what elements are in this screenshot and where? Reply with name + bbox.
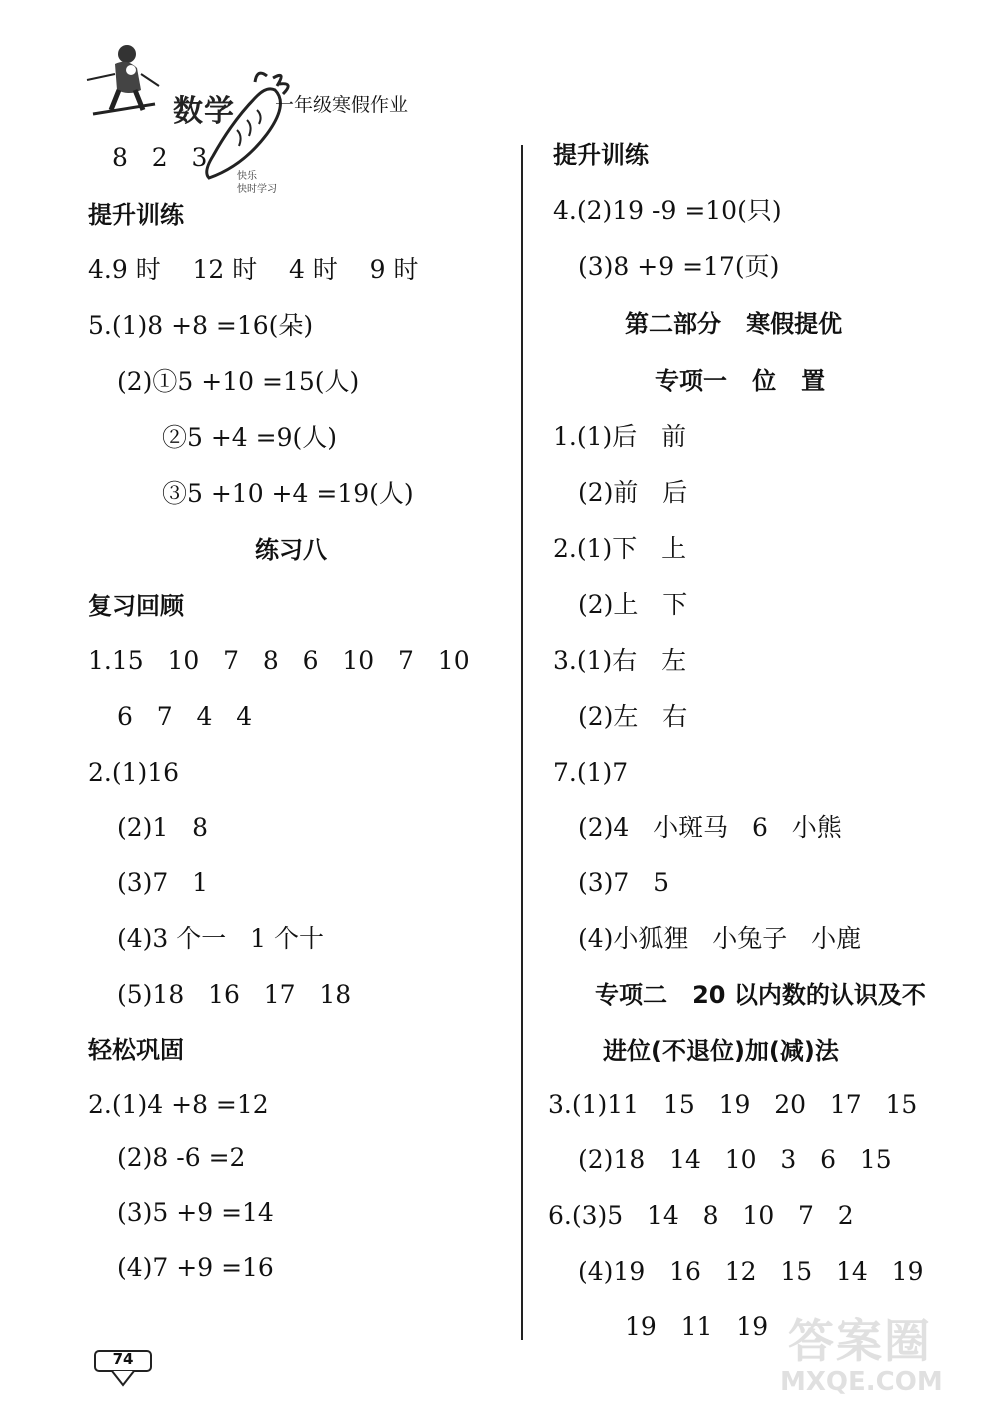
carrot-icon xyxy=(197,68,302,183)
topic-heading: 专项二 20 以内数的认识及不 xyxy=(595,981,926,1009)
answer-line: 4.(2)19 -9 =10(只) xyxy=(553,196,782,225)
answer-line: 3.(1)右 左 xyxy=(553,646,687,675)
answer-line: (2)18 14 10 3 6 15 xyxy=(578,1145,892,1174)
answer-line: (2)8 -6 =2 xyxy=(117,1143,246,1172)
answer-line: 1.(1)后 前 xyxy=(553,422,687,451)
answer-line: 19 11 19 xyxy=(625,1312,769,1341)
answer-line: (4)小狐狸 小兔子 小鹿 xyxy=(578,924,862,953)
answer-line: (2)上 下 xyxy=(578,590,688,619)
subject-title: 数学 xyxy=(173,94,235,129)
answer-line: (3)7 5 xyxy=(578,868,670,897)
answer-line: (2)4 小斑马 6 小熊 xyxy=(578,813,842,842)
answer-line: (2)1 8 xyxy=(117,813,209,842)
answer-line: 6 7 4 4 xyxy=(117,702,253,731)
exercise-heading: 练习八 xyxy=(255,536,327,564)
section-heading: 提升训练 xyxy=(88,201,184,229)
answer-line: ③5 +10 +4 =19(人) xyxy=(162,479,414,508)
answer-line: 2.(1)下 上 xyxy=(553,534,687,563)
watermark xyxy=(780,1305,995,1410)
answer-line: 7.(1)7 xyxy=(553,758,629,787)
answer-line: 6.(3)5 14 8 10 7 2 xyxy=(548,1201,854,1230)
watermark-url: MXQE.COM xyxy=(780,1367,943,1397)
part-heading: 第二部分 寒假提优 xyxy=(625,310,843,338)
answer-line: (2)前 后 xyxy=(578,478,688,507)
answer-line: 2.(1)4 +8 =12 xyxy=(88,1090,269,1119)
column-divider xyxy=(521,145,523,1340)
series-title: 一年级寒假作业 xyxy=(275,94,409,116)
section-heading: 提升训练 xyxy=(553,141,649,169)
topic-heading: 进位(不退位)加(减)法 xyxy=(603,1037,839,1065)
answer-line: (4)3 个一 1 个十 xyxy=(117,924,324,953)
section-heading: 轻松巩固 xyxy=(88,1036,184,1064)
answer-line: 4.9 时 12 时 4 时 9 时 xyxy=(88,255,419,284)
answer-line: (2)①5 +10 =15(人) xyxy=(117,367,360,396)
answer-line: 1.15 10 7 8 6 10 7 10 xyxy=(88,646,470,675)
skier-mascot-icon xyxy=(85,40,160,120)
page-header xyxy=(85,40,435,195)
answer-line: (3)7 1 xyxy=(117,868,209,897)
answer-line: 2.(1)16 xyxy=(88,758,180,787)
answer-line: 5.(1)8 +8 =16(朵) xyxy=(88,311,314,340)
watermark-site-name: 答案圈 xyxy=(788,1314,932,1368)
answer-line: (2)左 右 xyxy=(578,702,688,731)
answer-line: (3)8 +9 =17(页) xyxy=(578,252,780,281)
answer-line: (4)7 +9 =16 xyxy=(117,1253,274,1282)
answer-line: (4)19 16 12 15 14 19 xyxy=(578,1257,924,1286)
topic-heading: 专项一 位 置 xyxy=(655,367,826,395)
answer-line: 3.(1)11 15 19 20 17 15 xyxy=(548,1090,918,1119)
answer-line: 8 2 3 xyxy=(112,143,208,172)
answer-line: ②5 +4 =9(人) xyxy=(162,423,338,452)
answer-line: (3)5 +9 =14 xyxy=(117,1198,274,1227)
page-number: 74 xyxy=(112,1350,134,1368)
page-number-badge xyxy=(92,1345,154,1387)
answer-line: (5)18 16 17 18 xyxy=(117,980,352,1009)
carrot-caption: 快乐 快时学习 xyxy=(237,171,277,195)
section-heading: 复习回顾 xyxy=(88,592,184,620)
